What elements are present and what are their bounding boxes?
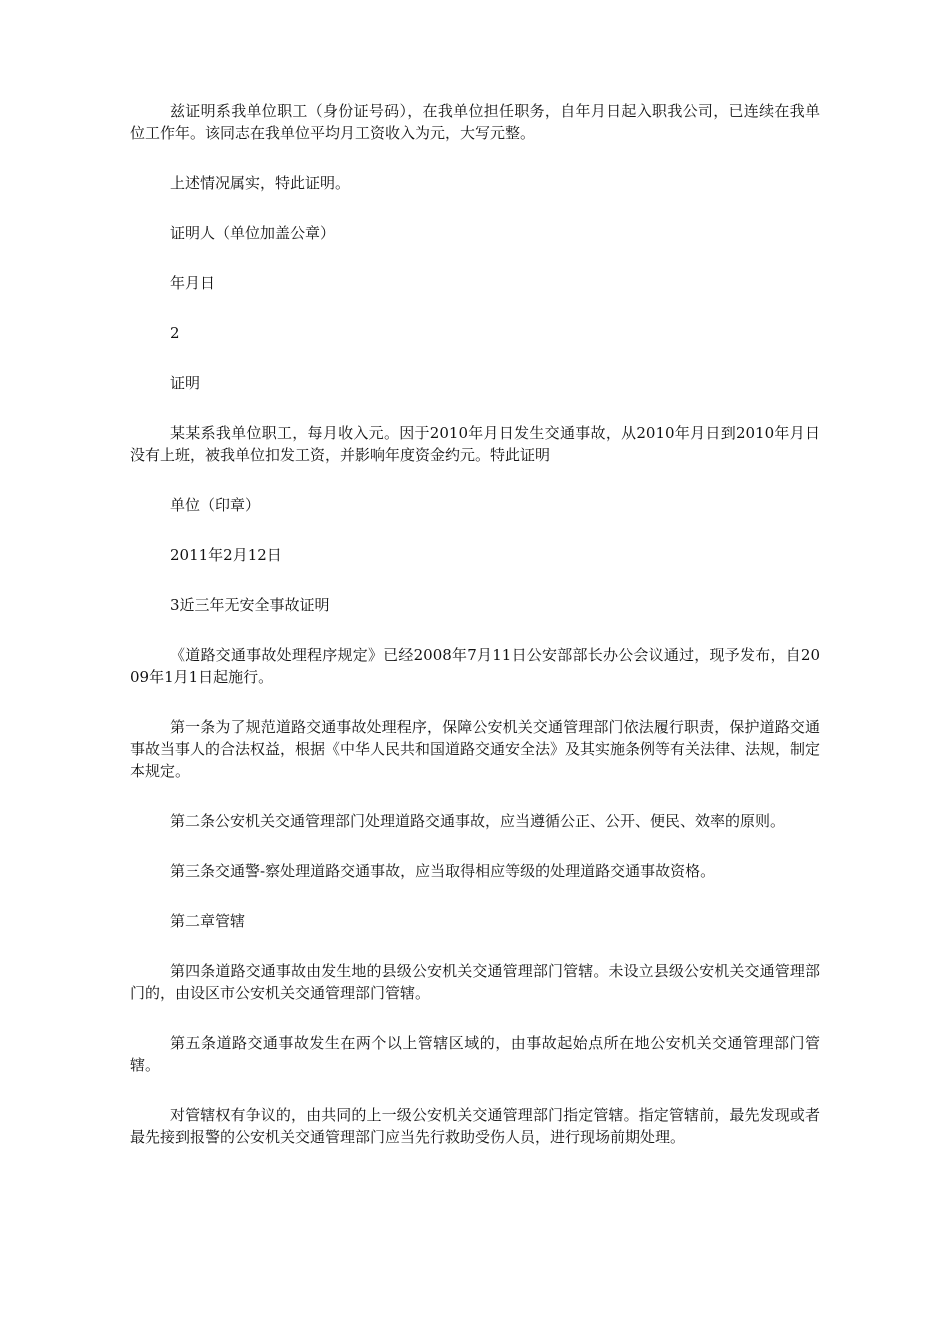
paragraph-accident-income: 某某系我单位职工，每月收入元。因于2010年月日发生交通事故，从2010年月日到2010年月日没有上班，被我单位扣发工资，并影响年度资金约元。特此证明: [130, 424, 820, 464]
paragraph-date-blank: 年月日: [170, 274, 216, 292]
paragraph-regulation-intro: 《道路交通事故处理程序规定》已经2008年7月11日公安部部长办公会议通过，现予发布，自2009年1月1日起施行。: [130, 646, 820, 686]
section-heading-no-accident: 3近三年无安全事故证明: [170, 596, 330, 614]
paragraph-unit-seal: 单位（印章）: [170, 496, 261, 514]
paragraph-article-2: 第二条公安机关交通管理部门处理道路交通事故，应当遵循公正、公开、便民、效率的原则。: [170, 812, 786, 830]
paragraph-confirmation: 上述情况属实，特此证明。: [170, 174, 351, 192]
paragraph-article-4: 第四条道路交通事故由发生地的县级公安机关交通管理部门管辖。未设立县级公安机关交通管理部门的，由设区市公安机关交通管理部门管辖。: [130, 962, 820, 1002]
section-number-2: 2: [170, 324, 180, 342]
paragraph-certification-statement: 兹证明系我单位职工（身份证号码），在我单位担任职务，自年月日起入职我公司，已连续在我单位工作年。该同志在我单位平均月工资收入为元，大写元整。: [130, 102, 820, 142]
paragraph-article-3: 第三条交通警-察处理道路交通事故，应当取得相应等级的处理道路交通事故资格。: [170, 862, 716, 880]
paragraph-jurisdiction-dispute: 对管辖权有争议的，由共同的上一级公安机关交通管理部门指定管辖。指定管辖前，最先发现或者最先接到报警的公安机关交通管理部门应当先行救助受伤人员，进行现场前期处理。: [130, 1106, 820, 1146]
document-body: [130, 100, 820, 1176]
paragraph-certifier-seal: 证明人（单位加盖公章）: [170, 224, 336, 242]
paragraph-date: 2011年2月12日: [170, 546, 282, 564]
paragraph-article-1: 第一条为了规范道路交通事故处理程序，保障公安机关交通管理部门依法履行职责，保护道路交通事故当事人的合法权益，根据《中华人民共和国道路交通安全法》及其实施条例等有关法律、法规，制定本规定。: [130, 718, 821, 780]
chapter-heading-jurisdiction: 第二章管辖: [170, 912, 246, 930]
section-heading-certificate: 证明: [170, 374, 201, 392]
paragraph-article-5: 第五条道路交通事故发生在两个以上管辖区域的，由事故起始点所在地公安机关交通管理部门管辖。: [130, 1034, 820, 1074]
